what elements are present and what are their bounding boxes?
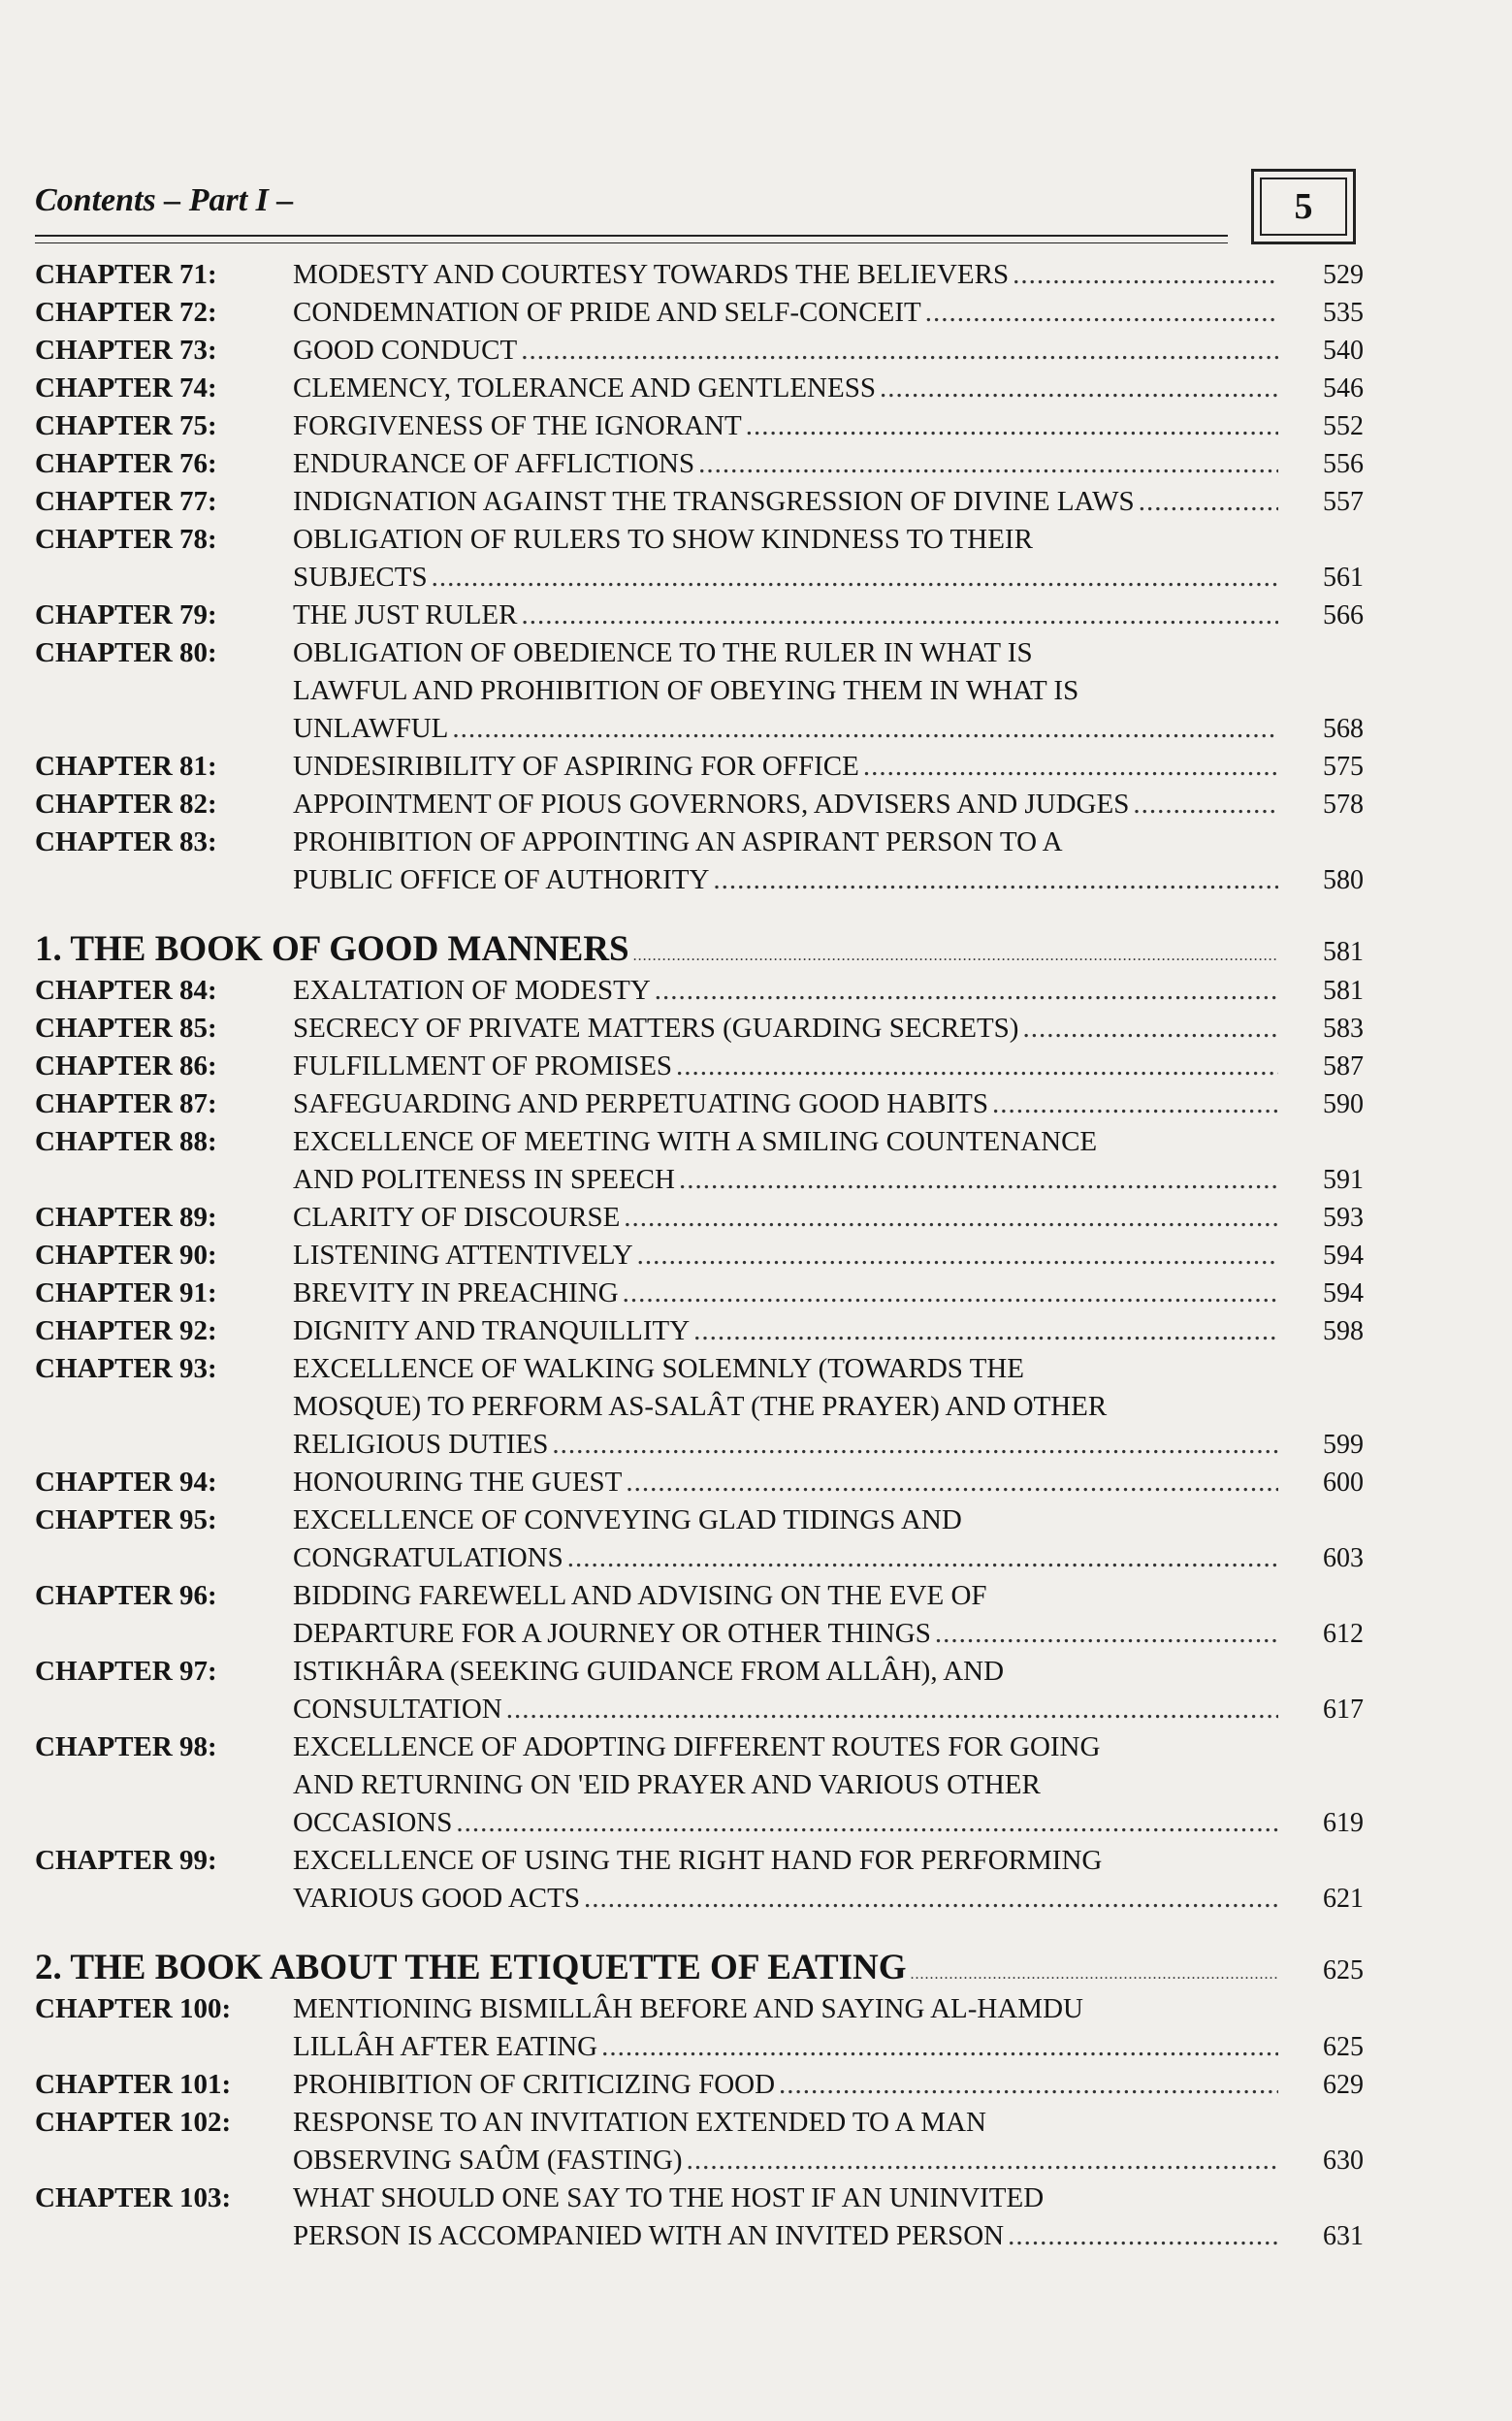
- running-title: Contents – Part I –: [35, 182, 294, 218]
- chapter-title: [293, 634, 1282, 748]
- toc-entry[interactable]: [35, 294, 1364, 332]
- chapter-title: [293, 445, 1282, 483]
- chapter-title: [293, 1237, 1282, 1275]
- dot-leader: [1008, 2217, 1278, 2255]
- chapter-label: CHAPTER 95:: [35, 1504, 217, 1535]
- chapter-title-line: UNLAWFUL: [293, 713, 449, 744]
- chapter-title: [293, 1728, 1282, 1842]
- chapter-label: CHAPTER 101:: [35, 2069, 232, 2100]
- dot-leader: [779, 2066, 1278, 2104]
- chapter-label: CHAPTER 77:: [35, 486, 217, 517]
- toc-entry[interactable]: [35, 1728, 1364, 1842]
- dot-leader: [626, 1464, 1278, 1501]
- dot-leader: [506, 1691, 1278, 1728]
- page-ref: 625: [1323, 2032, 1364, 2062]
- chapter-title: [293, 1312, 1282, 1350]
- dot-leader: [693, 1312, 1278, 1350]
- chapter-title-line: ISTIKHÂRA (SEEKING GUIDANCE FROM ALLÂH), AND: [293, 1656, 1005, 1687]
- book-title: 1. THE BOOK OF GOOD MANNERS: [35, 929, 629, 969]
- chapter-title-line: PERSON IS ACCOMPANIED WITH AN INVITED PERSON: [293, 2220, 1005, 2251]
- chapter-label: CHAPTER 83:: [35, 826, 217, 857]
- chapter-label: CHAPTER 75:: [35, 410, 217, 441]
- chapter-label: CHAPTER 87:: [35, 1088, 217, 1119]
- chapter-title: [293, 294, 1282, 332]
- toc-entry[interactable]: [35, 2066, 1364, 2104]
- chapter-title-line: EXCELLENCE OF WALKING SOLEMNLY (TOWARDS THE: [293, 1353, 1025, 1384]
- dot-leader: [623, 1275, 1278, 1312]
- chapter-label: CHAPTER 97:: [35, 1656, 217, 1687]
- chapter-label: CHAPTER 98:: [35, 1731, 217, 1762]
- toc-entry[interactable]: [35, 1990, 1364, 2066]
- page-ref: 594: [1323, 1278, 1364, 1308]
- dot-leader: [1013, 256, 1278, 294]
- chapter-title: [293, 2066, 1282, 2104]
- chapter-title-line: CONSULTATION: [293, 1694, 502, 1725]
- chapter-label: CHAPTER 90:: [35, 1240, 217, 1271]
- chapter-title: [293, 521, 1282, 597]
- page-header: [35, 145, 1364, 252]
- chapter-title-line: LILLÂH AFTER EATING: [293, 2031, 598, 2062]
- page-ref: 568: [1323, 714, 1364, 744]
- chapter-title-line: UNDESIRIBILITY OF ASPIRING FOR OFFICE: [293, 751, 859, 782]
- chapter-title-line: OBSERVING SAÛM (FASTING): [293, 2145, 683, 2176]
- chapter-label: CHAPTER 82:: [35, 789, 217, 820]
- toc-entry[interactable]: [35, 256, 1364, 294]
- dot-leader: [698, 445, 1278, 483]
- page-ref: 600: [1323, 1468, 1364, 1498]
- chapter-title-line: WHAT SHOULD ONE SAY TO THE HOST IF AN UNINVITED: [293, 2182, 1045, 2213]
- chapter-title-line: FORGIVENESS OF THE IGNORANT: [293, 410, 742, 441]
- dot-leader: [911, 1966, 1278, 1984]
- dot-leader: [637, 1237, 1278, 1275]
- toc-entry[interactable]: [35, 1123, 1364, 1199]
- toc-entry[interactable]: [35, 483, 1364, 521]
- chapter-title-line: RELIGIOUS DUTIES: [293, 1429, 549, 1460]
- toc-entry[interactable]: [35, 748, 1364, 786]
- chapter-title: [293, 1842, 1282, 1918]
- chapter-label: CHAPTER 91:: [35, 1277, 217, 1308]
- chapter-title-line: EXCELLENCE OF USING THE RIGHT HAND FOR PERFORMING: [293, 1845, 1103, 1876]
- dot-leader: [713, 861, 1278, 899]
- page-ref: 587: [1323, 1051, 1364, 1081]
- chapter-title: [293, 1464, 1282, 1501]
- chapter-title-line: DEPARTURE FOR A JOURNEY OR OTHER THINGS: [293, 1618, 931, 1649]
- page-ref: 583: [1323, 1014, 1364, 1044]
- chapter-label: CHAPTER 79:: [35, 599, 217, 630]
- chapter-title-line: PROHIBITION OF CRITICIZING FOOD: [293, 2069, 776, 2100]
- dot-leader: [1022, 1010, 1278, 1048]
- chapter-label: CHAPTER 99:: [35, 1845, 217, 1876]
- chapter-label: CHAPTER 73:: [35, 335, 217, 366]
- dot-leader: [863, 748, 1278, 786]
- page-ref: 598: [1323, 1316, 1364, 1346]
- chapter-title: [293, 2104, 1282, 2179]
- dot-leader: [925, 294, 1278, 332]
- dot-leader: [452, 710, 1278, 748]
- page-ref: 575: [1323, 752, 1364, 782]
- toc-entry[interactable]: [35, 972, 1364, 1010]
- chapter-label: CHAPTER 88:: [35, 1126, 217, 1157]
- dot-leader: [676, 1048, 1278, 1085]
- page-ref: 581: [1323, 976, 1364, 1006]
- chapter-title-line: EXCELLENCE OF CONVEYING GLAD TIDINGS AND: [293, 1504, 962, 1535]
- page-number-box: [1251, 169, 1356, 244]
- chapter-label: CHAPTER 100:: [35, 1993, 232, 2024]
- toc-entry[interactable]: [35, 1501, 1364, 1577]
- dot-leader: [992, 1085, 1278, 1123]
- toc-entry[interactable]: [35, 1350, 1364, 1464]
- toc-entry[interactable]: [35, 597, 1364, 634]
- chapter-title-line: MOSQUE) TO PERFORM AS-SALÂT (THE PRAYER) AND OTHER: [293, 1391, 1108, 1422]
- page-ref: 557: [1323, 487, 1364, 517]
- dot-leader: [624, 1199, 1278, 1237]
- chapter-title: [293, 1010, 1282, 1048]
- chapter-label: CHAPTER 102:: [35, 2107, 232, 2138]
- chapter-label: CHAPTER 94:: [35, 1467, 217, 1498]
- chapter-title: [293, 1085, 1282, 1123]
- page-ref: 540: [1323, 336, 1364, 366]
- dot-leader: [935, 1615, 1278, 1653]
- page-ref: 599: [1323, 1430, 1364, 1460]
- chapter-title: [293, 1577, 1282, 1653]
- chapter-label: CHAPTER 92:: [35, 1315, 217, 1346]
- toc-entry[interactable]: [35, 332, 1364, 370]
- chapter-label: CHAPTER 71:: [35, 259, 217, 290]
- chapter-title-line: APPOINTMENT OF PIOUS GOVERNORS, ADVISERS AND JUDGES: [293, 789, 1130, 820]
- chapter-label: CHAPTER 74:: [35, 372, 217, 404]
- chapter-title-line: THE JUST RULER: [293, 599, 518, 630]
- chapter-title-line: MODESTY AND COURTESY TOWARDS THE BELIEVERS: [293, 259, 1010, 290]
- chapter-title-line: SAFEGUARDING AND PERPETUATING GOOD HABITS: [293, 1088, 988, 1119]
- dot-leader: [552, 1426, 1278, 1464]
- chapter-title-line: OBLIGATION OF RULERS TO SHOW KINDNESS TO THEIR: [293, 524, 1033, 555]
- chapter-title-line: EXCELLENCE OF MEETING WITH A SMILING COUNTENANCE: [293, 1126, 1098, 1157]
- contents-page: [35, 145, 1364, 2255]
- chapter-label: CHAPTER 103:: [35, 2182, 232, 2213]
- chapter-title-line: PROHIBITION OF APPOINTING AN ASPIRANT PERSON TO A: [293, 826, 1063, 857]
- chapter-title-line: SECRECY OF PRIVATE MATTERS (GUARDING SECRETS): [293, 1013, 1019, 1044]
- toc-entry[interactable]: [35, 1312, 1364, 1350]
- page-ref: 556: [1323, 449, 1364, 479]
- chapter-label: CHAPTER 81:: [35, 751, 217, 782]
- dot-leader: [880, 370, 1278, 407]
- chapter-title-line: MENTIONING BISMILLÂH BEFORE AND SAYING AL-HAMDU: [293, 1993, 1083, 2024]
- toc-entry[interactable]: [35, 407, 1364, 445]
- page-ref: 619: [1323, 1808, 1364, 1838]
- dot-leader: [1133, 786, 1278, 823]
- chapter-title: [293, 748, 1282, 786]
- toc-entry[interactable]: [35, 1577, 1364, 1653]
- page-ref: 617: [1323, 1695, 1364, 1725]
- chapter-title: [293, 256, 1282, 294]
- chapter-label: CHAPTER 72:: [35, 297, 217, 328]
- chapter-title: [293, 370, 1282, 407]
- chapter-title-line: CONDEMNATION OF PRIDE AND SELF-CONCEIT: [293, 297, 921, 328]
- page-ref: 621: [1323, 1884, 1364, 1914]
- page-ref: 593: [1323, 1203, 1364, 1233]
- page-ref: 580: [1323, 865, 1364, 895]
- chapter-title-line: RESPONSE TO AN INVITATION EXTENDED TO A MAN: [293, 2107, 986, 2138]
- toc-entry[interactable]: [35, 445, 1364, 483]
- toc-entry[interactable]: [35, 1237, 1364, 1275]
- book-heading[interactable]: [35, 1947, 1364, 1988]
- chapter-title-line: OCCASIONS: [293, 1807, 453, 1838]
- dot-leader: [567, 1539, 1278, 1577]
- chapter-title-line: PUBLIC OFFICE OF AUTHORITY: [293, 864, 710, 895]
- toc-entry[interactable]: [35, 786, 1364, 823]
- chapter-title: [293, 1048, 1282, 1085]
- toc-entry[interactable]: [35, 1048, 1364, 1085]
- toc-entry[interactable]: [35, 1199, 1364, 1237]
- toc-entry[interactable]: [35, 1842, 1364, 1918]
- toc-entry[interactable]: [35, 1010, 1364, 1048]
- page-ref: 630: [1323, 2146, 1364, 2176]
- toc-entry[interactable]: [35, 1275, 1364, 1312]
- toc-entry[interactable]: [35, 823, 1364, 899]
- toc-entry[interactable]: [35, 370, 1364, 407]
- toc-entry[interactable]: [35, 521, 1364, 597]
- dot-leader: [746, 407, 1278, 445]
- page-ref: 561: [1323, 563, 1364, 593]
- dot-leader: [521, 332, 1278, 370]
- page-ref: 546: [1323, 373, 1364, 404]
- dot-leader: [456, 1804, 1278, 1842]
- chapter-title-line: LAWFUL AND PROHIBITION OF OBEYING THEM IN WHAT IS: [293, 675, 1079, 706]
- chapter-title-line: INDIGNATION AGAINST THE TRANSGRESSION OF DIVINE LAWS: [293, 486, 1135, 517]
- chapter-title-line: LISTENING ATTENTIVELY: [293, 1240, 633, 1271]
- chapter-label: CHAPTER 78:: [35, 524, 217, 555]
- dot-leader: [679, 1161, 1278, 1199]
- chapter-title-line: HONOURING THE GUEST: [293, 1467, 623, 1498]
- dot-leader: [432, 559, 1278, 597]
- table-of-contents: [35, 256, 1364, 2255]
- dot-leader: [687, 2142, 1278, 2179]
- chapter-title: [293, 407, 1282, 445]
- page-number: 5: [1294, 186, 1313, 227]
- page-ref: 590: [1323, 1089, 1364, 1119]
- chapter-label: CHAPTER 80:: [35, 637, 217, 668]
- page-ref: 552: [1323, 411, 1364, 441]
- dot-leader: [655, 972, 1278, 1010]
- chapter-label: CHAPTER 86:: [35, 1050, 217, 1081]
- page-ref: 631: [1323, 2221, 1364, 2251]
- chapter-title: [293, 332, 1282, 370]
- chapter-title: [293, 1990, 1282, 2066]
- chapter-title-line: BIDDING FAREWELL AND ADVISING ON THE EVE OF: [293, 1580, 987, 1611]
- chapter-title: [293, 972, 1282, 1010]
- chapter-title-line: BREVITY IN PREACHING: [293, 1277, 619, 1308]
- page-ref: 625: [1323, 1955, 1364, 1985]
- chapter-title-line: VARIOUS GOOD ACTS: [293, 1883, 580, 1914]
- page-ref: 578: [1323, 790, 1364, 820]
- chapter-title: [293, 1350, 1282, 1464]
- chapter-title-line: ENDURANCE OF AFFLICTIONS: [293, 448, 695, 479]
- chapter-title: [293, 786, 1282, 823]
- chapter-title-line: OBLIGATION OF OBEDIENCE TO THE RULER IN WHAT IS: [293, 637, 1033, 668]
- chapter-label: CHAPTER 93:: [35, 1353, 217, 1384]
- page-ref: 612: [1323, 1619, 1364, 1649]
- page-ref: 529: [1323, 260, 1364, 290]
- dot-leader: [601, 2028, 1278, 2066]
- page-ref: 594: [1323, 1241, 1364, 1271]
- chapter-title: [293, 1199, 1282, 1237]
- chapter-title-line: DIGNITY AND TRANQUILLITY: [293, 1315, 691, 1346]
- toc-entry[interactable]: [35, 634, 1364, 748]
- chapter-label: CHAPTER 84:: [35, 975, 217, 1006]
- chapter-title-line: EXALTATION OF MODESTY: [293, 975, 651, 1006]
- chapter-title: [293, 483, 1282, 521]
- toc-entry[interactable]: [35, 1464, 1364, 1501]
- chapter-title-line: EXCELLENCE OF ADOPTING DIFFERENT ROUTES FOR GOING: [293, 1731, 1101, 1762]
- chapter-title-line: CLEMENCY, TOLERANCE AND GENTLENESS: [293, 372, 876, 404]
- chapter-title: [293, 597, 1282, 634]
- dot-leader: [1139, 483, 1278, 521]
- chapter-title-line: GOOD CONDUCT: [293, 335, 518, 366]
- page-ref: 581: [1323, 937, 1364, 967]
- book-title: 2. THE BOOK ABOUT THE ETIQUETTE OF EATING: [35, 1948, 907, 1987]
- chapter-title: [293, 1653, 1282, 1728]
- toc-entry[interactable]: [35, 1085, 1364, 1123]
- page-ref: 603: [1323, 1543, 1364, 1573]
- chapter-label: CHAPTER 96:: [35, 1580, 217, 1611]
- chapter-label: CHAPTER 76:: [35, 448, 217, 479]
- chapter-title-line: AND RETURNING ON 'EID PRAYER AND VARIOUS OTHER: [293, 1769, 1041, 1800]
- chapter-title-line: AND POLITENESS IN SPEECH: [293, 1164, 675, 1195]
- dot-leader: [584, 1880, 1278, 1918]
- chapter-title-line: CONGRATULATIONS: [293, 1542, 563, 1573]
- toc-entry[interactable]: [35, 2179, 1364, 2255]
- chapter-title-line: FULFILLMENT OF PROMISES: [293, 1050, 673, 1081]
- toc-entry[interactable]: [35, 2104, 1364, 2179]
- chapter-title: [293, 1123, 1282, 1199]
- chapter-label: CHAPTER 89:: [35, 1202, 217, 1233]
- chapter-title: [293, 1275, 1282, 1312]
- chapter-title: [293, 823, 1282, 899]
- page-ref: 535: [1323, 298, 1364, 328]
- chapter-title-line: SUBJECTS: [293, 562, 428, 593]
- book-heading[interactable]: [35, 928, 1364, 970]
- page-ref: 591: [1323, 1165, 1364, 1195]
- chapter-title: [293, 1501, 1282, 1577]
- dot-leader: [633, 948, 1278, 965]
- header-rule: [35, 235, 1228, 243]
- page-ref: 629: [1323, 2070, 1364, 2100]
- chapter-title: [293, 2179, 1282, 2255]
- chapter-label: CHAPTER 85:: [35, 1013, 217, 1044]
- chapter-title-line: CLARITY OF DISCOURSE: [293, 1202, 621, 1233]
- toc-entry[interactable]: [35, 1653, 1364, 1728]
- page-ref: 566: [1323, 600, 1364, 630]
- dot-leader: [521, 597, 1278, 634]
